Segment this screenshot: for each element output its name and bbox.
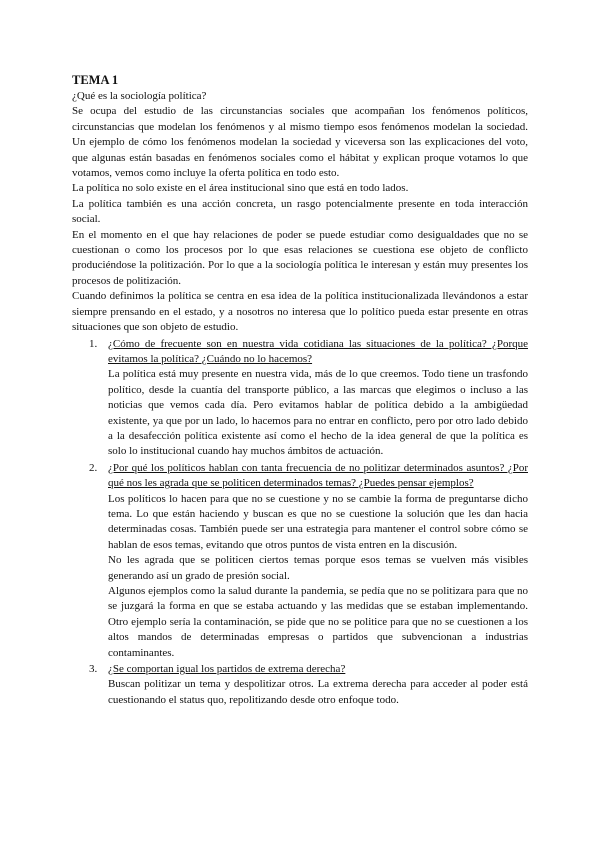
body-paragraph: La política no solo existe en el área institucional sino que está en todo lados. (72, 182, 409, 195)
question-number: 3. (89, 663, 98, 676)
section-subtitle: ¿Qué es la sociología política? (72, 90, 207, 102)
body-paragraph: Se ocupa del estudio de las circunstancias sociales que acompañan los fenómenos políticos, circunstancias que modelan los fenómenos y al mismo tiempo esos fenómenos modelan la sociedad. Un ejemplo de cómo los fenómenos modelan la sociedad y viceversa son las explicaciones del voto, que algunas están basadas en fenómenos sociales como el hábitat y explican proque votamos lo que votamos, vemos como incluye la oferta política en todo esto. (72, 105, 528, 180)
page-title: TEMA 1 (72, 73, 119, 87)
question-text: ¿Por qué los políticos hablan con tanta frecuencia de no politizar determinados asuntos? ¿Por qué nos les agrada que se politicen determinados temas? ¿Puedes pensar ejemplos? (108, 461, 528, 490)
question-list (72, 337, 528, 709)
answer-paragraph: Buscan politizar un tema y despolitizar otros. La extrema derecha para acceder al poder está cuestionando el status quo, repolitizando desde otro enfoque todo. (108, 678, 528, 706)
question-item (72, 337, 528, 460)
answer-paragraph: Los políticos lo hacen para que no se cuestione y no se cambie la forma de preguntarse dicho tema. Lo que están haciendo y buscan es que no se cuestione la solución que les dan hacia determinadas cosas. También puede ser una estrategia para mantener el control sobre cómo se hablan de esos temas, evitando que otros puntos de vista entren en la discusión. (108, 492, 528, 551)
question-number: 2. (89, 461, 98, 474)
answer-paragraph: No les agrada que se politicen ciertos temas porque esos temas se vuelven más visibles generando así un grado de presión social. (108, 554, 528, 582)
answer-paragraph: La política está muy presente en nuestra vida, más de lo que creemos. Todo tiene un trasfondo político, desde la cuantía del transporte público, a las marcas que elegimos o incluso a las noticias que vemos cada día. Pero evitamos hablar de política debido a la ambigüedad existente, ya que por un lado, lo hacemos para no entrar en conflicto, pero por otro lado debido a la desafección política existente así como el hecho de la idea general de que la política es solo lo institucional cuando hay muchos ámbitos de actuación. (108, 368, 528, 458)
question-number: 1. (89, 337, 98, 350)
answer-paragraph: Algunos ejemplos como la salud durante la pandemia, se pedía que no se politizara para que no se juzgará la forma en que se estaba actuando y las medidas que se estaban implementando. Otro ejemplo sería la contaminación, se pide que no se politice para que no se cuestionen a los altos mandos de determinadas empresas o partidos que subvencionan a industrias contaminantes. (108, 585, 528, 659)
question-text: ¿Cómo de frecuente son en nuestra vida cotidiana las situaciones de la política? ¿Porque evitamos la política? ¿Cuándo no lo hacemos? (108, 337, 528, 365)
question-item (72, 662, 528, 708)
question-text: ¿Se comportan igual los partidos de extrema derecha? (108, 663, 346, 676)
question-item (72, 461, 528, 661)
document-body (72, 72, 528, 709)
body-paragraph: En el momento en el que hay relaciones de poder se puede estudiar como desigualdades que no se cuestionan o como los procesos por lo que esas relaciones se cuestiona ese objeto de conflicto produciéndose la politización. Por lo que a la sociología política le interesan y están muy presentes los procesos de politización. (72, 228, 528, 287)
body-paragraph: Cuando definimos la política se centra en esa idea de la política institucionalizada llevándonos a estar siempre prensando en el estado, y a nosotros no interesa que lo político pueda estar presente en otras situaciones que son objeto de estudio. (72, 290, 528, 334)
body-paragraph: La política también es una acción concreta, un rasgo potencialmente presente en toda interacción social. (72, 197, 528, 226)
